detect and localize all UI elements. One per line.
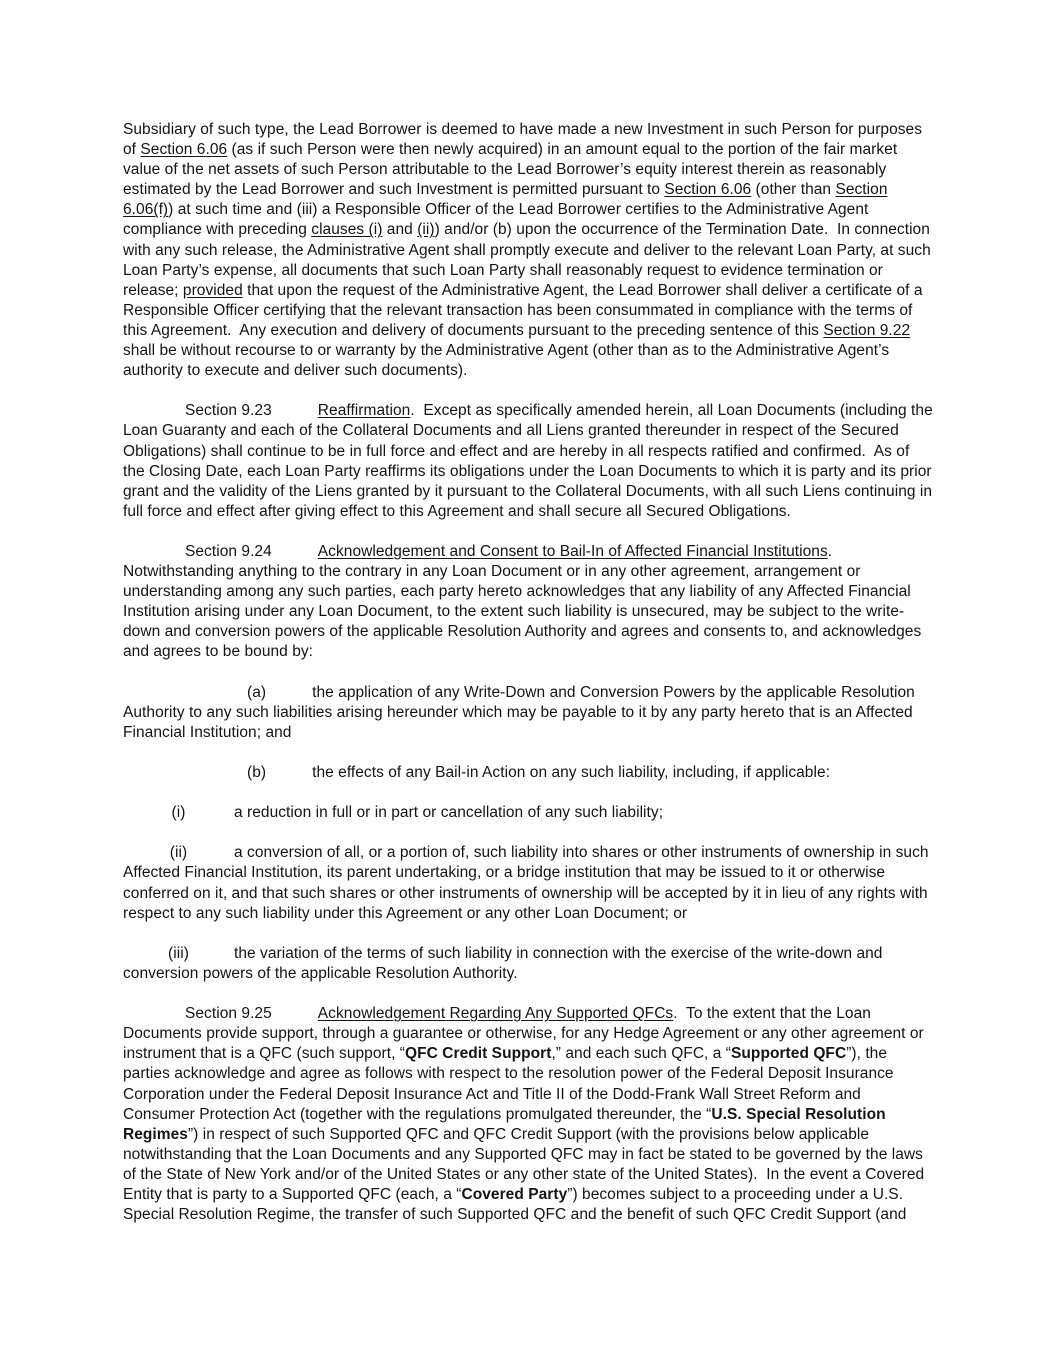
text-run: and [382,221,418,239]
document-body [123,120,935,1225]
paragraph-section-9-23 [123,401,935,522]
text-run: ) at such time and (iii) a Responsible Officer of the Lead Borrower certifies to the Administrative Agent compliance with preceding [123,201,869,239]
defined-term: Covered Party [461,1185,568,1203]
paragraph-clause-b [123,763,935,783]
list-item-label: (ii) [169,844,188,862]
text-run: the application of any Write-Down and Conversion Powers by the applicable Resolution Authority to any such liabilities arising hereunder which may be payable to it by any party hereto that is an Affected Financial Institution; and [123,683,915,741]
underlined-reference: clauses (i) [311,221,383,239]
text-run: (as if such Person were then newly acquired) in an amount equal to the portion of the fair market value of the net assets of such Person attributable to the Lead Borrower’s equity interest therein as reasonably estimated by the Lead Borrower and such Investment is permitted pursuant to [123,141,898,199]
underlined-reference: Acknowledgement Regarding Any Supported QFCs [317,1005,674,1023]
text-run: . Notwithstanding anything to the contrary in any Loan Document or in any other agreement, arrangement or understanding among any such parties, each party hereto acknowledges that any liability of any Affected Financial Institution arising under any Loan Document, to the extent such liability is unsecured, may be subject to the write-down and conversion powers of the applicable Resolution Authority and agrees and consents to, and acknowledges and agrees to be bound by: [123,542,922,661]
text-run: ,” and each such QFC, a “ [551,1045,732,1063]
list-item-label: (i) [171,804,186,822]
text-run: a conversion of all, or a portion of, such liability into shares or other instruments of ownership in such Affected Financial Institution, its parent undertaking, or a bridge institution that may be issued to it or otherwise conferred on it, and that such shares or other instruments of ownership will be accepted by it in lieu of any rights with respect to any such liability under this Agreement or any other Loan Document; or [123,844,929,922]
text-run: (b) [247,764,267,781]
underlined-reference: Reaffirmation [317,402,411,420]
text-run: that upon the request of the Administrative Agent, the Lead Borrower shall deliver a certificate of a Responsible Officer certifying that the relevant transaction has been consummated in compliance with the terms of this Agreement. Any execution and delivery of documents pursuant to the preceding sentence of this [123,281,923,339]
underlined-reference: (ii) [417,221,435,239]
paragraph-section-9-22-continuation [123,120,935,381]
text-run: . To the extent that the Loan Documents provide support, through a guarantee or otherwise, for any Hedge Agreement or any other agreement or instrument that is a QFC (such support, “ [123,1005,924,1063]
list-item-label: (iii) [168,944,189,962]
underlined-reference: Section 6.06(f) [123,181,888,219]
text-run: a reduction in full or in part or cancellation of any such liability; [234,804,664,822]
text-run: Section 9.24 [185,542,272,560]
text-run: (a) [247,683,267,701]
paragraph-clause-b-i [123,803,935,823]
underlined-reference: provided [182,281,243,299]
defined-term: QFC Credit Support [405,1045,552,1063]
paragraph-clause-b-ii [123,843,935,923]
text-run: ) and/or (b) upon the occurrence of the Termination Date. In connection with any such release, the Administrative Agent shall promptly execute and deliver to the relevant Loan Party, at such Loan Party’s expense, all documents that such Loan Party shall reasonably request to evidence termination or release; [123,221,931,299]
text-run: the variation of the terms of such liability in connection with the exercise of the write-down and conversion powers of the applicable Resolution Authority. [123,944,883,982]
underlined-reference: Section 6.06 [140,141,228,159]
text-run: Section 9.25 [185,1005,272,1023]
paragraph-clause-b-iii [123,944,935,984]
underlined-reference: Section 9.22 [823,321,911,339]
text-run: the effects of any Bail-in Action on any such liability, including, if applicable: [312,764,831,781]
text-run: ”), the parties acknowledge and agree as follows with respect to the resolution power of the Federal Deposit Insurance Corporation under the Federal Deposit Insurance Act and Title II of the Dodd-Frank Wall Street Reform and Consumer Protection Act (together with the regulations promulgated thereunder, the “ [123,1045,894,1123]
text-run: ”) becomes subject to a proceeding under a U.S. Special Resolution Regime, the transfer of such Supported QFC and the benefit of such QFC Credit Support (and [123,1185,907,1224]
defined-term: Supported QFC [731,1045,847,1063]
paragraph-section-9-25 [123,1004,935,1225]
text-run: Section 9.23 [185,402,272,420]
paragraph-section-9-24 [123,542,935,663]
text-run: shall be without recourse to or warranty by the Administrative Agent (other than as to the Administrative Agent’s authority to execute and deliver such documents). [123,342,890,380]
text-run: (other than [751,181,836,199]
text-run: . Except as specifically amended herein, all Loan Documents (including the Loan Guaranty and each of the Collateral Documents and all Liens granted thereunder in respect of the Secured Obligations) shall continue to be in full force and effect and are hereby in all respects ratified and confirmed. As of the Closing Date, each Loan Party reaffirms its obligations under the Loan Documents to which it is party and its prior grant and the validity of the Liens granted by it pursuant to the Collateral Documents, with all such Liens continuing in full force and effect after giving effect to this Agreement and shall secure all Secured Obligations. [123,402,933,520]
text-run: ”) in respect of such Supported QFC and QFC Credit Support (with the provisions below applicable notwithstanding that the Loan Documents and any Supported QFC may in fact be stated to be governed by the laws of the State of New York and/or of the United States or any other state of the United States). In the event a Covered Entity that is party to a Supported QFC (each, a “ [123,1125,925,1203]
underlined-reference: Section 6.06 [664,181,752,199]
text-run: Subsidiary of such type, the Lead Borrower is deemed to have made a new Investment in such Person for purposes of [123,121,923,159]
paragraph-clause-a [123,683,935,743]
defined-term: U.S. Special Resolution Regimes [123,1105,886,1143]
underlined-reference: Acknowledgement and Consent to Bail-In of Affected Financial Institutions [317,542,828,560]
